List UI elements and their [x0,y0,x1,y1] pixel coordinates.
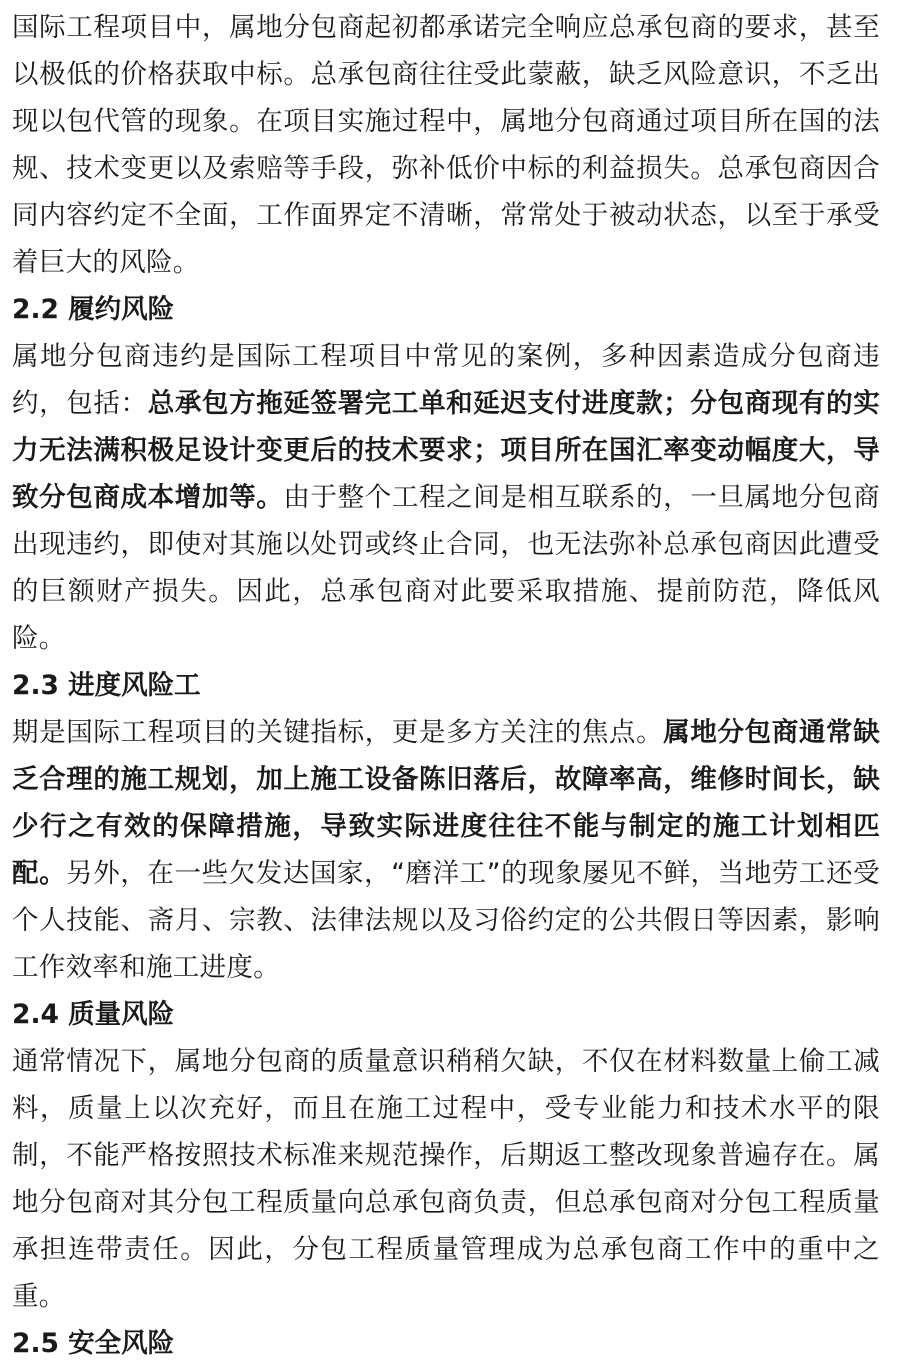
section-heading-safety-risk: 2.5 安全风险 [12,1328,175,1359]
section-heading-schedule-risk: 2.3 进度风险工 [12,670,201,701]
paragraph-text: 通常情况下，属地分包商的质量意识稍稍欠缺，不仅在材料数量上偷工减料，质量上以次充好，而且在施工过程中，受专业能力和技术水平的限制，不能严格按照技术标准来规范操作，后期返工整改现象普遍存在。属地分包商对其分包工程质量向总承包商负责，但总承包商对分包工程质量承担连带责任。因此，分包工程质量管理成为总承包商工作中的重中之重。 [12,1046,880,1312]
paragraph-text: 属地分包商违约是国际工程项目中常见的案例，多种因素造成分包商违约，包括： [12,341,880,419]
paragraph-text: 另外，在一些欠发达国家，“磨洋工”的现象屡见不鲜，当地劳工还受个人技能、斋月、宗教、法律法规以及习俗约定的公共假日等因素，影响工作效率和施工进度。 [12,858,880,983]
paragraph-text: 期是国际工程项目的关键指标，更是多方关注的焦点。 [12,717,664,748]
section-heading-performance-risk: 2.2 履约风险 [12,294,175,325]
paragraph-subcontract-bidding [12,4,880,286]
paragraph-schedule-risk [12,709,880,991]
paragraph-quality-risk [12,1038,880,1320]
paragraph-text: 国际工程项目中，属地分包商起初都承诺完全响应总承包商的要求，甚至以极低的价格获取中标。总承包商往往受此蒙蔽，缺乏风险意识，不乏出现以包代管的现象。在项目实施过程中，属地分包商通过项目所在国的法规、技术变更以及索赔等手段，弥补低价中标的利益损失。总承包商因合同内容约定不全面，工作面界定不清晰，常常处于被动状态，以至于承受着巨大的风险。 [12,12,880,278]
bold-text: 属地分包商通常缺乏合理的施工规划，加上施工设备陈旧落后，故障率高，维修时间长，缺少行之有效的保障措施，导致实际进度往往不能与制定的施工计划相匹配。 [12,717,880,889]
bold-text: 总承包方拖延签署完工单和延迟支付进度款；分包商现有的实力无法满积极足设计变更后的技术要求；项目所在国汇率变动幅度大，导致分包商成本增加等。 [12,388,881,513]
section-heading-quality-risk: 2.4 质量风险 [12,999,175,1030]
paragraph-performance-risk [12,333,880,662]
paragraph-text: 由于整个工程之间是相互联系的，一旦属地分包商出现违约，即使对其施以处罚或终止合同，也无法弥补总承包商因此遭受的巨额财产损失。因此，总承包商对此要采取措施、提前防范，降低风险。 [12,482,880,654]
